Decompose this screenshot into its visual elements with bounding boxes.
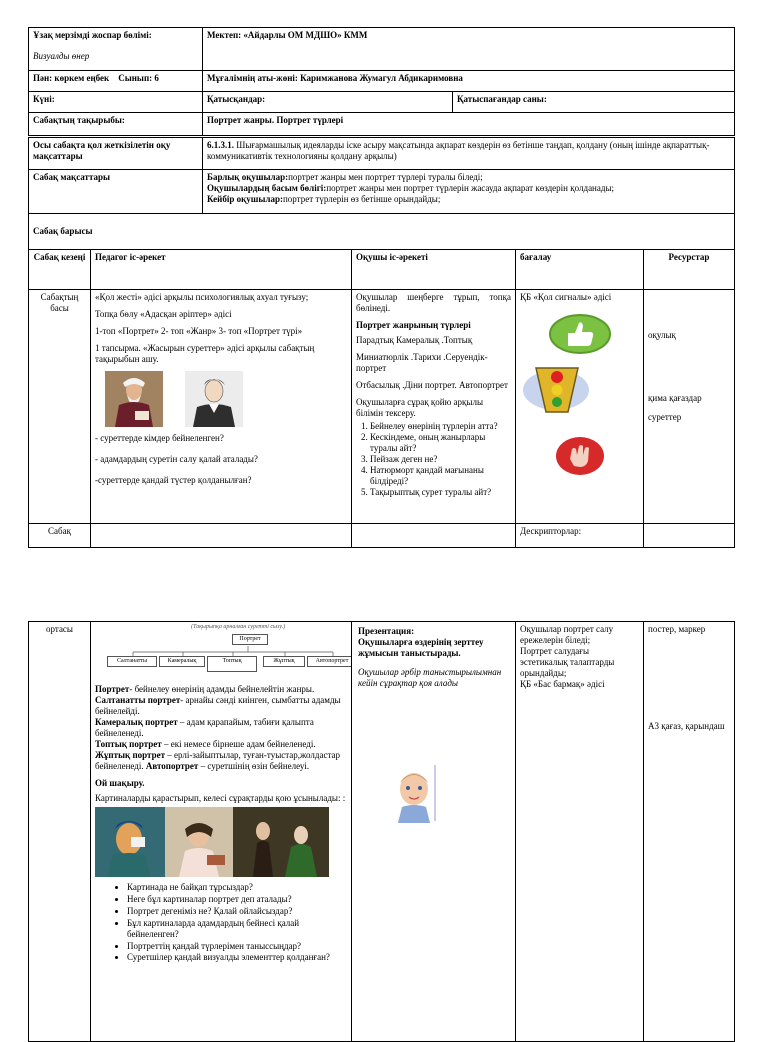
empty-cell — [91, 524, 352, 548]
resource-item: А3 қағаз, қарындаш — [648, 720, 725, 731]
list-item: 1. Бейнелеу өнерінің түрлерін атта? — [370, 421, 511, 432]
school-value: : «Айдарлы ОМ МДШО» КММ — [238, 30, 368, 40]
stage-middle: ортасы — [29, 622, 91, 1042]
assessment-method: ҚБ «Қол сигналы» әдісі — [520, 292, 612, 302]
resource-item: постер, маркер — [648, 624, 706, 634]
col-resources-header: Ресурстар — [644, 250, 735, 290]
objectives-label: Сабақ мақсаттары — [29, 170, 203, 214]
col-teacher-header: Педагог іс-әрекет — [91, 250, 352, 290]
flow-label: Сабақ барысы — [29, 214, 735, 250]
resource-item: суреттер — [648, 411, 682, 422]
definition-term: Портрет — [95, 684, 130, 694]
resources-middle — [644, 622, 735, 1042]
presentation-title: Презентация: — [358, 626, 415, 636]
portrait-types-diagram — [95, 622, 347, 680]
topic-value: Портрет жанры. Портрет түрлері — [203, 113, 735, 136]
assessment-line: Портрет салудағы эстетикалық талаптарды орындайды; — [520, 645, 615, 678]
teacher-line: Топқа бөлу «Адасқан әріптер» әдісі — [95, 308, 232, 319]
diagram-root: Портрет — [232, 634, 268, 645]
list-item: • Бұл картиналарда адамдардың бейнесі қалай бейнеленген? — [127, 918, 347, 940]
assessment-line: Оқушылар портрет салу ережелерін біледі; — [520, 624, 614, 645]
student-question-list — [356, 421, 511, 498]
resources-start — [644, 290, 735, 524]
portrait-images — [105, 371, 347, 429]
diagram-node: Автопортрет — [307, 656, 352, 667]
lesson-middle-table — [28, 621, 735, 1042]
student-type-line: Миниатюрлік .Тарихи .Серуендік-портрет — [356, 351, 488, 373]
student-check: Оқушыларға сұрақ қойю арқылы білімін тексеру. — [356, 396, 483, 418]
list-item: 2. Кескіндеме, оның жанырлары туралы айт? — [370, 432, 511, 454]
goals-label: Осы сабақта қол жеткізілетін оқу мақсаттары — [29, 138, 203, 170]
section-value: Визуалды өнер — [33, 50, 90, 61]
definition-term: Камералық портрет — [95, 716, 178, 727]
subject-cell — [29, 71, 203, 92]
section-label: Ұзақ мерзімді жоспар бөлімі: — [33, 30, 152, 40]
traffic-light-icon — [520, 362, 590, 414]
empty-cell — [352, 524, 516, 548]
col-assessment-header: бағалау — [516, 250, 644, 290]
portrait-paintings-strip — [95, 807, 329, 877]
goals-text: Шығармашылық идеяларды іске асыру мақсатында ақпарат көздерін өз бетінше таңдап, қолдану (оның ішінде ақпараттық-коммуникативтік технологияны қолдану арқылы) — [207, 140, 710, 161]
think-question-list — [95, 882, 347, 964]
teacher-activity-start — [91, 290, 352, 524]
obj-all-text: портрет жанры мен портрет түрлері туралы біледі; — [288, 172, 483, 182]
assessment-start — [516, 290, 644, 524]
definition-term: Автопортрет — [145, 760, 199, 771]
descriptors-label: Дескрипторлар: — [516, 524, 644, 548]
list-item: 4. Натюрморт қандай мағынаны білдіреді? — [370, 465, 511, 487]
definition-term: Салтанатты портрет — [95, 694, 181, 705]
teacher-question: - адамдардың суретін салу қалай аталады? — [95, 453, 258, 464]
student-activity-middle — [352, 622, 516, 1042]
definition-term: Жұптық портрет — [95, 749, 165, 760]
obj-most-text: портрет жанры мен портрет түрлерін жасауда ақпарат көздерін қолданады; — [326, 182, 614, 193]
teacher-line: «Қол жесті» әдісі арқылы психологиялық ахуал туғызу; — [95, 292, 309, 302]
diagram-node: Салтанатты — [107, 656, 157, 667]
thumbs-up-icon — [548, 313, 612, 355]
portrait-painting-1 — [105, 371, 163, 427]
resource-item: қима қағаздар — [648, 392, 702, 403]
col-student-header: Оқушы іс-әрекеті — [352, 250, 516, 290]
list-item: • Неге бұл картиналар портрет деп аталады? — [127, 894, 347, 905]
empty-cell — [644, 524, 735, 548]
obj-some-text: портрет түрлерін өз бетінше орындайды; — [282, 193, 441, 204]
student-activity-start — [352, 290, 516, 524]
lesson-header-table — [28, 27, 735, 136]
absent-label: Қатыспағандар саны: — [453, 92, 735, 113]
definition-text: – екі немесе бірнеше адам бейнеленеді. — [161, 738, 316, 749]
diagram-node: Топтық — [207, 656, 257, 672]
portrait-painting-2 — [185, 371, 243, 427]
assessment-middle — [516, 622, 644, 1042]
child-portrait-image — [392, 761, 446, 823]
teacher-question: - суреттерде кімдер бейнеленген? — [95, 432, 224, 443]
definition-text: - бейнелеу өнерінің адамды бейнелейтін жанры. — [129, 684, 315, 694]
stop-hand-icon — [554, 435, 606, 477]
col-stage-header: Сабақ кезеңі — [29, 250, 91, 290]
list-item: • Картинада не байқап тұрсыздар? — [127, 882, 347, 893]
obj-most-label: Оқушылардың басым бөлігі: — [207, 182, 327, 193]
list-item: 3. Пейзаж деген не? — [370, 454, 511, 465]
presentation-subtitle: Оқушыларға өздерінің зерттеу жұмысын таныстырады. — [358, 636, 484, 658]
school-cell — [203, 28, 735, 71]
stage-start: Сабақтың басы — [29, 290, 91, 524]
teacher-label: Мұғалімнің аты-жөні — [207, 73, 295, 83]
diagram-caption: (Тақырыпқа арналған суретті сызу.) — [191, 624, 286, 630]
grade-label: Сынып: 6 — [118, 73, 159, 83]
student-type-line: Отбасылық .Діни портрет. Автопортрет — [356, 379, 508, 390]
assessment-line: ҚБ «Бас бармақ» әдісі — [520, 678, 605, 689]
goals-cell — [203, 138, 735, 170]
lesson-plan-page-2 — [0, 605, 768, 1024]
teacher-value: : Каримжанова Жумагул Абдикаримовна — [294, 73, 463, 83]
think-intro: Картиналарды қарастырып, келесі сұрақтарды қою ұсынылады: : — [95, 792, 346, 803]
goals-code: 6.1.3.1. — [207, 140, 234, 150]
teacher-line: 1 тапсырма. «Жасырын суреттер» әдісі арқылы сабақтың тақырыбын ашу. — [95, 342, 315, 364]
school-label: Мектеп — [207, 30, 239, 40]
student-type-line: Парадтық Камералық .Топтық — [356, 334, 473, 345]
list-item: • Суретшілер қандай визуалды элементтер қолданған? — [127, 952, 347, 963]
definition-term: Топтық портрет — [95, 738, 162, 749]
topic-label: Сабақтың тақырыбы: — [29, 113, 203, 136]
resource-item: оқулық — [648, 330, 676, 340]
list-item: • Портрет дегеніміз не? Қалай ойлайсыздар? — [127, 906, 347, 917]
obj-all-label: Барлық оқушылар: — [207, 172, 289, 182]
teacher-line: 1-топ «Портрет» 2- топ «Жанр» 3- топ «Портрет түрі» — [95, 325, 303, 336]
student-types-title: Портрет жанрының түрлері — [356, 319, 471, 330]
teacher-cell — [203, 71, 735, 92]
present-label: Қатысқандар: — [203, 92, 453, 113]
stage-middle-label: Сабақ — [29, 524, 91, 548]
definition-text: – адам қарапайым, табиғи қалыпта бейнеленеді. — [95, 716, 314, 738]
teacher-question: -суреттерде қандай түстер қолданылған? — [95, 474, 252, 485]
date-label: Күні: — [29, 92, 203, 113]
definition-text: – ерлі-зайыптылар, туған-туыстар,жолдастар бейнеленеді. — [95, 749, 340, 771]
think-title: Ой шақыру. — [95, 777, 145, 788]
list-item: • Портреттің қандай түрлерімен таныссыңдар? — [127, 941, 347, 952]
lesson-flow-table — [28, 249, 735, 548]
list-item: 5. Тақырыптық сурет туралы айт? — [370, 487, 511, 498]
objectives-cell — [203, 170, 735, 214]
diagram-node: Камералық — [159, 656, 205, 667]
definition-text: – суретшінің өзін бейнелеуі. — [198, 760, 310, 771]
diagram-node: Жұптық — [263, 656, 305, 667]
teacher-activity-middle — [91, 622, 352, 1042]
definition-text: - арнайы сәнді киінген, сымбатты адамды бейнелейді. — [95, 694, 341, 716]
obj-some-label: Кейбір оқушылар: — [207, 193, 283, 204]
subject-label: Пән: көркем еңбек — [33, 73, 110, 83]
lesson-goals-table — [28, 137, 735, 250]
presentation-note: Оқушылар әрбір таныстырылымнан кейін сұрақтар қоя алады — [358, 666, 502, 688]
section-cell — [29, 28, 203, 71]
student-intro: Оқушылар шеңберге тұрып, топқа бөлінеді. — [356, 292, 511, 313]
definitions-block — [95, 684, 347, 772]
